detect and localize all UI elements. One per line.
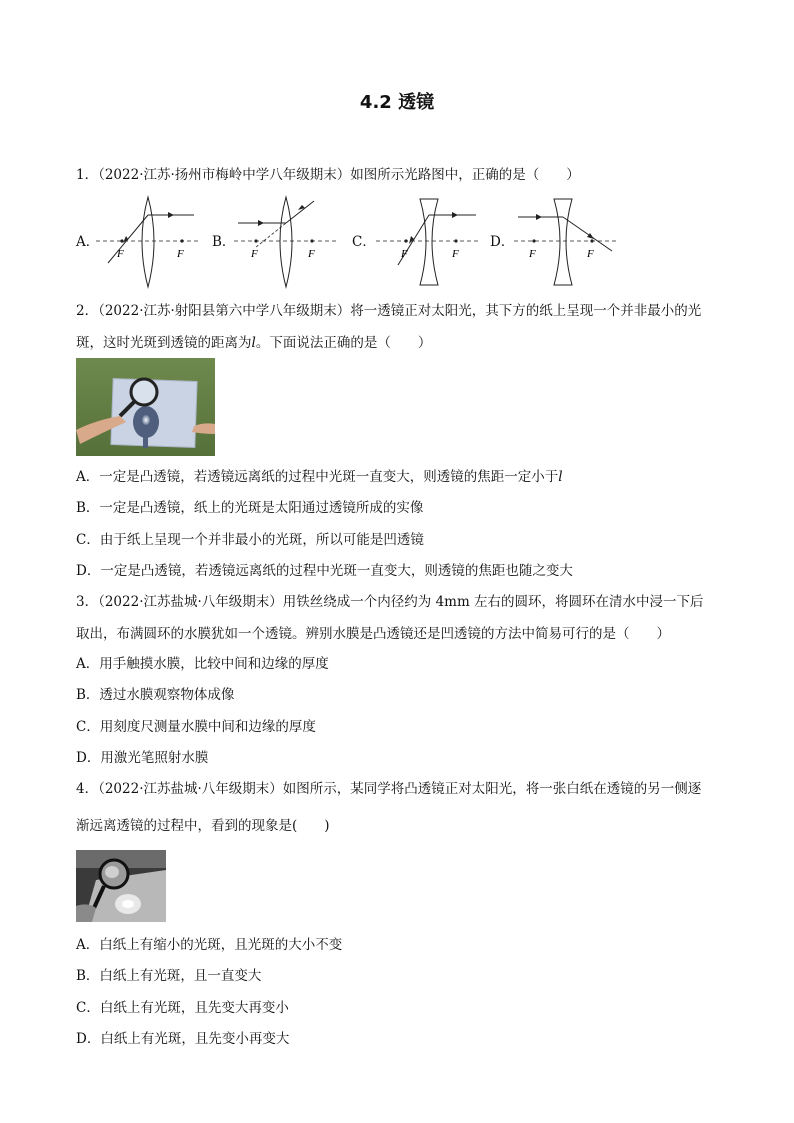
q4-option-d: D．白纸上有光斑，且先变小再变大 (76, 1031, 290, 1047)
q1-figure-d (514, 193, 618, 293)
q2-stem-text: 2．（2022·江苏·射阳县第六中学八年级期末）将一透镜正对太阳光，其下方的纸上呈现一个并非最小的光斑，这时光斑到透镜的距离为 (76, 303, 702, 351)
q2-option-b: B．一定是凸透镜，纸上的光斑是太阳通过透镜所成的实像 (76, 500, 424, 516)
focal-label: F (177, 248, 184, 260)
q4-option-c: C．白纸上有光斑，且先变大再变小 (76, 1000, 289, 1016)
focal-label: F (251, 248, 258, 260)
focal-label: F (308, 248, 315, 260)
focal-label: F (587, 248, 594, 260)
q4-option-b: B．白纸上有光斑，且一直变大 (76, 968, 262, 984)
q2-stem (76, 295, 716, 359)
q2-stem-variable: l (251, 335, 256, 351)
q1-figure-c (376, 193, 480, 293)
q1-option-d-label: D． (490, 234, 515, 250)
q2-option-a-text: A．一定是凸透镜，若透镜远离纸的过程中光斑一直变大，则透镜的焦距一定小于 (76, 469, 559, 485)
q1-option-c-label: C． (352, 234, 376, 250)
q4-stem-line2: 渐远离透镜的过程中，看到的现象是( ) (76, 818, 330, 834)
q3-stem: 3．（2022·江苏盐城·八年级期末）用铁丝绕成一个内径约为 4mm 左右的圆环，将圆环在清水中浸一下后取出，布满圆环的水膜犹如一个透镜。辨别水膜是凸透镜还是凹透镜的方法中简易可行的是（ ） (76, 594, 704, 642)
q4-stem-line1: 4．（2022·江苏盐城·八年级期末）如图所示，某同学将凸透镜正对太阳光，将一张白纸在透镜的另一侧逐 (76, 781, 702, 797)
focal-label: F (117, 248, 124, 260)
q1-stem: 1．（2022·江苏·扬州市梅岭中学八年级期末）如图所示光路图中，正确的是（ ） (76, 167, 580, 183)
page-title: 4.2 透镜 (359, 92, 435, 113)
q4-photo (76, 850, 166, 922)
q2-photo (76, 358, 215, 456)
q2-option-d: D．一定是凸透镜，若透镜远离纸的过程中光斑一直变大，则透镜的焦距也随之变大 (76, 563, 573, 579)
q2-option-c: C．由于纸上呈现一个并非最小的光斑，所以可能是凹透镜 (76, 532, 424, 548)
q3-option-c: C．用刻度尺测量水膜中间和边缘的厚度 (76, 719, 316, 735)
q3-option-b: B．透过水膜观察物体成像 (76, 687, 235, 703)
q1-option-a-label: A． (76, 234, 100, 250)
q3-option-a: A．用手触摸水膜，比较中间和边缘的厚度 (76, 656, 329, 672)
q2-option-a (76, 468, 563, 486)
q4-option-a: A．白纸上有缩小的光斑，且光斑的大小不变 (76, 937, 343, 953)
focal-label: F (401, 248, 408, 260)
focal-label: F (529, 248, 536, 260)
q1-option-b-label: B． (212, 234, 236, 250)
q1-figure-b (234, 193, 338, 293)
focal-label: F (452, 248, 459, 260)
q3-option-d: D．用激光笔照射水膜 (76, 750, 209, 766)
q2-option-a-variable: l (558, 469, 563, 485)
q2-stem-tail: 。下面说法正确的是（ ） (255, 335, 432, 351)
q1-figure-a (96, 193, 200, 293)
